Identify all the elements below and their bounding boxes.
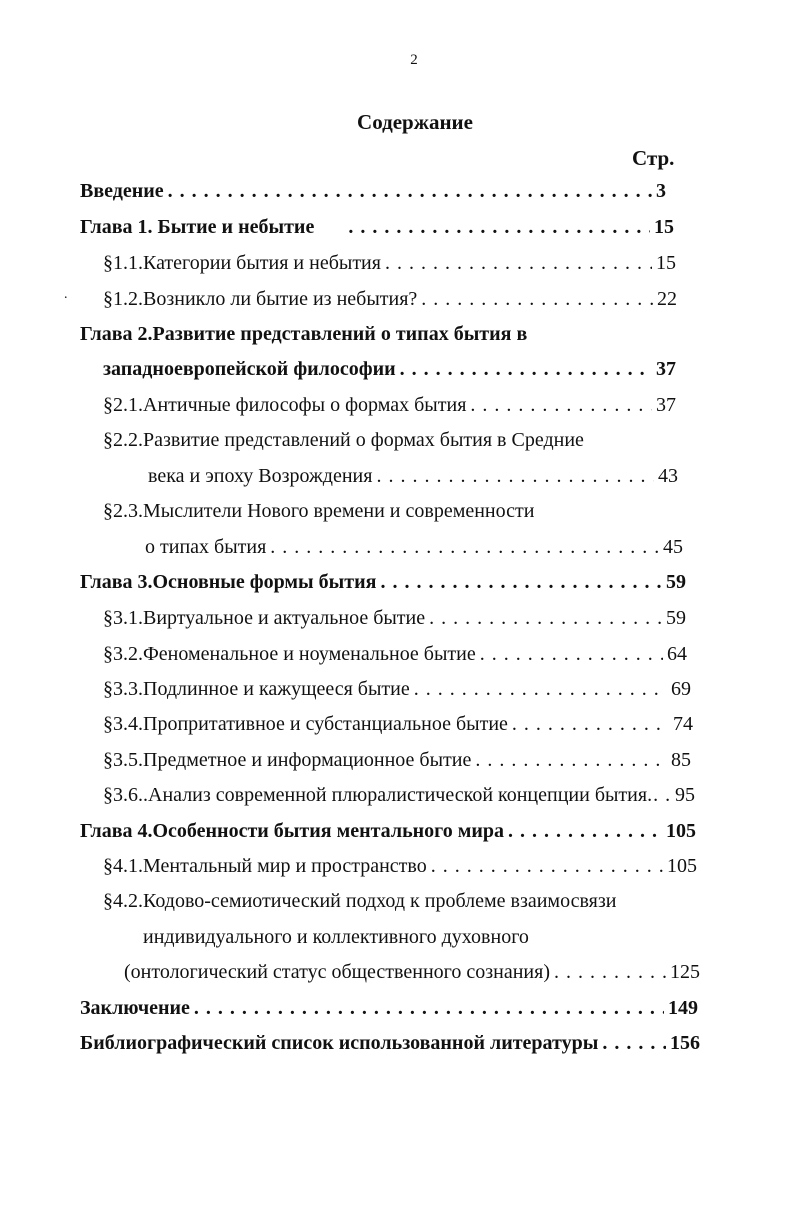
toc-entry-section-3-1	[103, 604, 686, 632]
dot-leader	[168, 177, 652, 205]
dot-leader	[480, 640, 663, 668]
toc-entry-page: 59	[666, 607, 686, 629]
margin-mark: .	[64, 287, 68, 302]
toc-entry-page: 64	[667, 643, 687, 665]
toc-entry-text: §4.1.Ментальный мир и пространство	[103, 855, 427, 877]
toc-entry-page: 22	[657, 288, 677, 310]
toc-entry-section-2-2	[103, 426, 703, 454]
toc-entry-page: 37	[656, 394, 676, 416]
dot-leader	[475, 746, 667, 774]
toc-entry-section-2-3	[103, 497, 703, 525]
toc-entry-section-3-6	[103, 781, 695, 809]
toc-entry-section-2-2-cont	[148, 462, 678, 490]
dot-leader	[653, 781, 674, 809]
toc-entry-conclusion	[80, 994, 698, 1022]
toc-entry-text: §3.6..Анализ современной плюралистической концепции бытия.	[103, 784, 653, 806]
toc-entry-text: §4.2.Кодово-семиотический подход к проблеме взаимосвязи	[103, 890, 617, 912]
toc-entry-text: §3.3.Подлинное и кажущееся бытие	[103, 678, 410, 700]
toc-entry-text: Введение	[80, 180, 164, 202]
toc-entry-page: 156	[670, 1032, 700, 1054]
toc-entry-section-3-4	[103, 710, 693, 738]
dot-leader	[429, 604, 662, 632]
toc-entry-page: 45	[663, 536, 683, 558]
dot-leader	[602, 1029, 666, 1057]
toc-entry-page: 43	[658, 465, 678, 487]
toc-entry-page: 74	[673, 713, 693, 735]
toc-entry-text: Глава 2.Развитие представлений о типах бытия в	[80, 323, 528, 345]
toc-entry-text: Заключение	[80, 997, 190, 1019]
toc-entry-section-3-5	[103, 746, 691, 774]
dot-leader	[270, 533, 659, 561]
toc-entry-section-3-3	[103, 675, 691, 703]
toc-entry-page: 69	[671, 678, 691, 700]
toc-entry-text: §1.1.Категории бытия и небытия	[103, 252, 381, 274]
dot-leader	[385, 249, 652, 277]
toc-entry-chapter-2	[80, 320, 680, 348]
toc-entry-text: (онтологический статус общественного сознания)	[124, 961, 550, 983]
toc-entry-text: §2.1.Античные философы о формах бытия	[103, 394, 467, 416]
toc-entry-text: индивидуального и коллективного духовного	[143, 926, 529, 948]
dot-leader	[508, 817, 662, 845]
toc-entry-text: Глава 4.Особенности бытия ментального мира	[80, 820, 505, 842]
toc-entry-text: §3.4.Пропритативное и субстанциальное бытие	[103, 713, 508, 735]
toc-entry-section-4-2-cont2	[124, 958, 700, 986]
toc-entry-text: §1.2.Возникло ли бытие из небытия?	[103, 288, 418, 310]
toc-entry-section-2-3-cont	[145, 533, 683, 561]
toc-entry-section-1-2	[103, 285, 677, 313]
toc-entry-text: Глава 3.Основные формы бытия	[80, 571, 377, 593]
toc-entry-chapter-1	[80, 213, 674, 241]
toc-entry-page: 15	[654, 216, 674, 238]
toc-entry-text: §2.2.Развитие представлений о формах бытия в Средние	[103, 429, 584, 451]
toc-entry-text: §3.1.Виртуальное и актуальное бытие	[103, 607, 426, 629]
dot-leader	[431, 852, 663, 880]
toc-entry-section-4-2	[103, 887, 703, 915]
toc-entry-text: Библиографический список использованной литературы	[80, 1032, 599, 1054]
toc-entry-section-4-1	[103, 852, 697, 880]
page-number: 2	[410, 52, 418, 68]
toc-entry-page: 105	[667, 855, 697, 877]
dot-leader	[400, 355, 652, 383]
dot-leader	[512, 710, 669, 738]
toc-entry-chapter-4	[80, 817, 696, 845]
toc-entry-text: западноевропейской философии	[103, 358, 396, 380]
toc-entry-section-1-1	[103, 249, 676, 277]
toc-entry-bibliography	[80, 1029, 700, 1057]
toc-entry-chapter-2-cont	[103, 355, 676, 383]
toc-entry-text: о типах бытия	[145, 536, 267, 558]
toc-entry-chapter-3	[80, 568, 686, 596]
toc-entry-text: §2.3.Мыслители Нового времени и современности	[103, 500, 535, 522]
toc-entry-page: 125	[670, 961, 700, 983]
toc-entry-section-3-2	[103, 640, 687, 668]
dot-leader	[421, 285, 653, 313]
toc-entry-section-4-2-cont	[143, 923, 703, 951]
dot-leader	[554, 958, 666, 986]
page-column-header: Стр.	[632, 146, 675, 170]
dot-leader	[470, 391, 652, 419]
toc-entry-page: 59	[666, 571, 686, 593]
toc-entry-text: века и эпоху Возрождения	[148, 465, 373, 487]
dot-leader	[414, 675, 667, 703]
toc-entry-text: §3.5.Предметное и информационное бытие	[103, 749, 472, 771]
page-title: Содержание	[357, 110, 473, 134]
toc-entry-section-2-1	[103, 391, 676, 419]
toc-entry-page: 105	[666, 820, 696, 842]
toc-entry-text: Глава 1. Бытие и небытие	[80, 216, 315, 238]
toc-entry-page: 3	[656, 180, 666, 202]
dot-leader	[376, 462, 654, 490]
dot-leader	[348, 213, 650, 241]
toc-entry-text: §3.2.Феноменальное и ноуменальное бытие	[103, 643, 476, 665]
dot-leader	[194, 994, 664, 1022]
toc-entry-page: 95	[675, 784, 695, 806]
toc-entry-page: 85	[671, 749, 691, 771]
toc-entry-page: 149	[668, 997, 698, 1019]
toc-entry-introduction	[80, 177, 666, 205]
dot-leader	[380, 568, 662, 596]
toc-entry-page: 15	[656, 252, 676, 274]
toc-entry-page: 37	[656, 358, 676, 380]
